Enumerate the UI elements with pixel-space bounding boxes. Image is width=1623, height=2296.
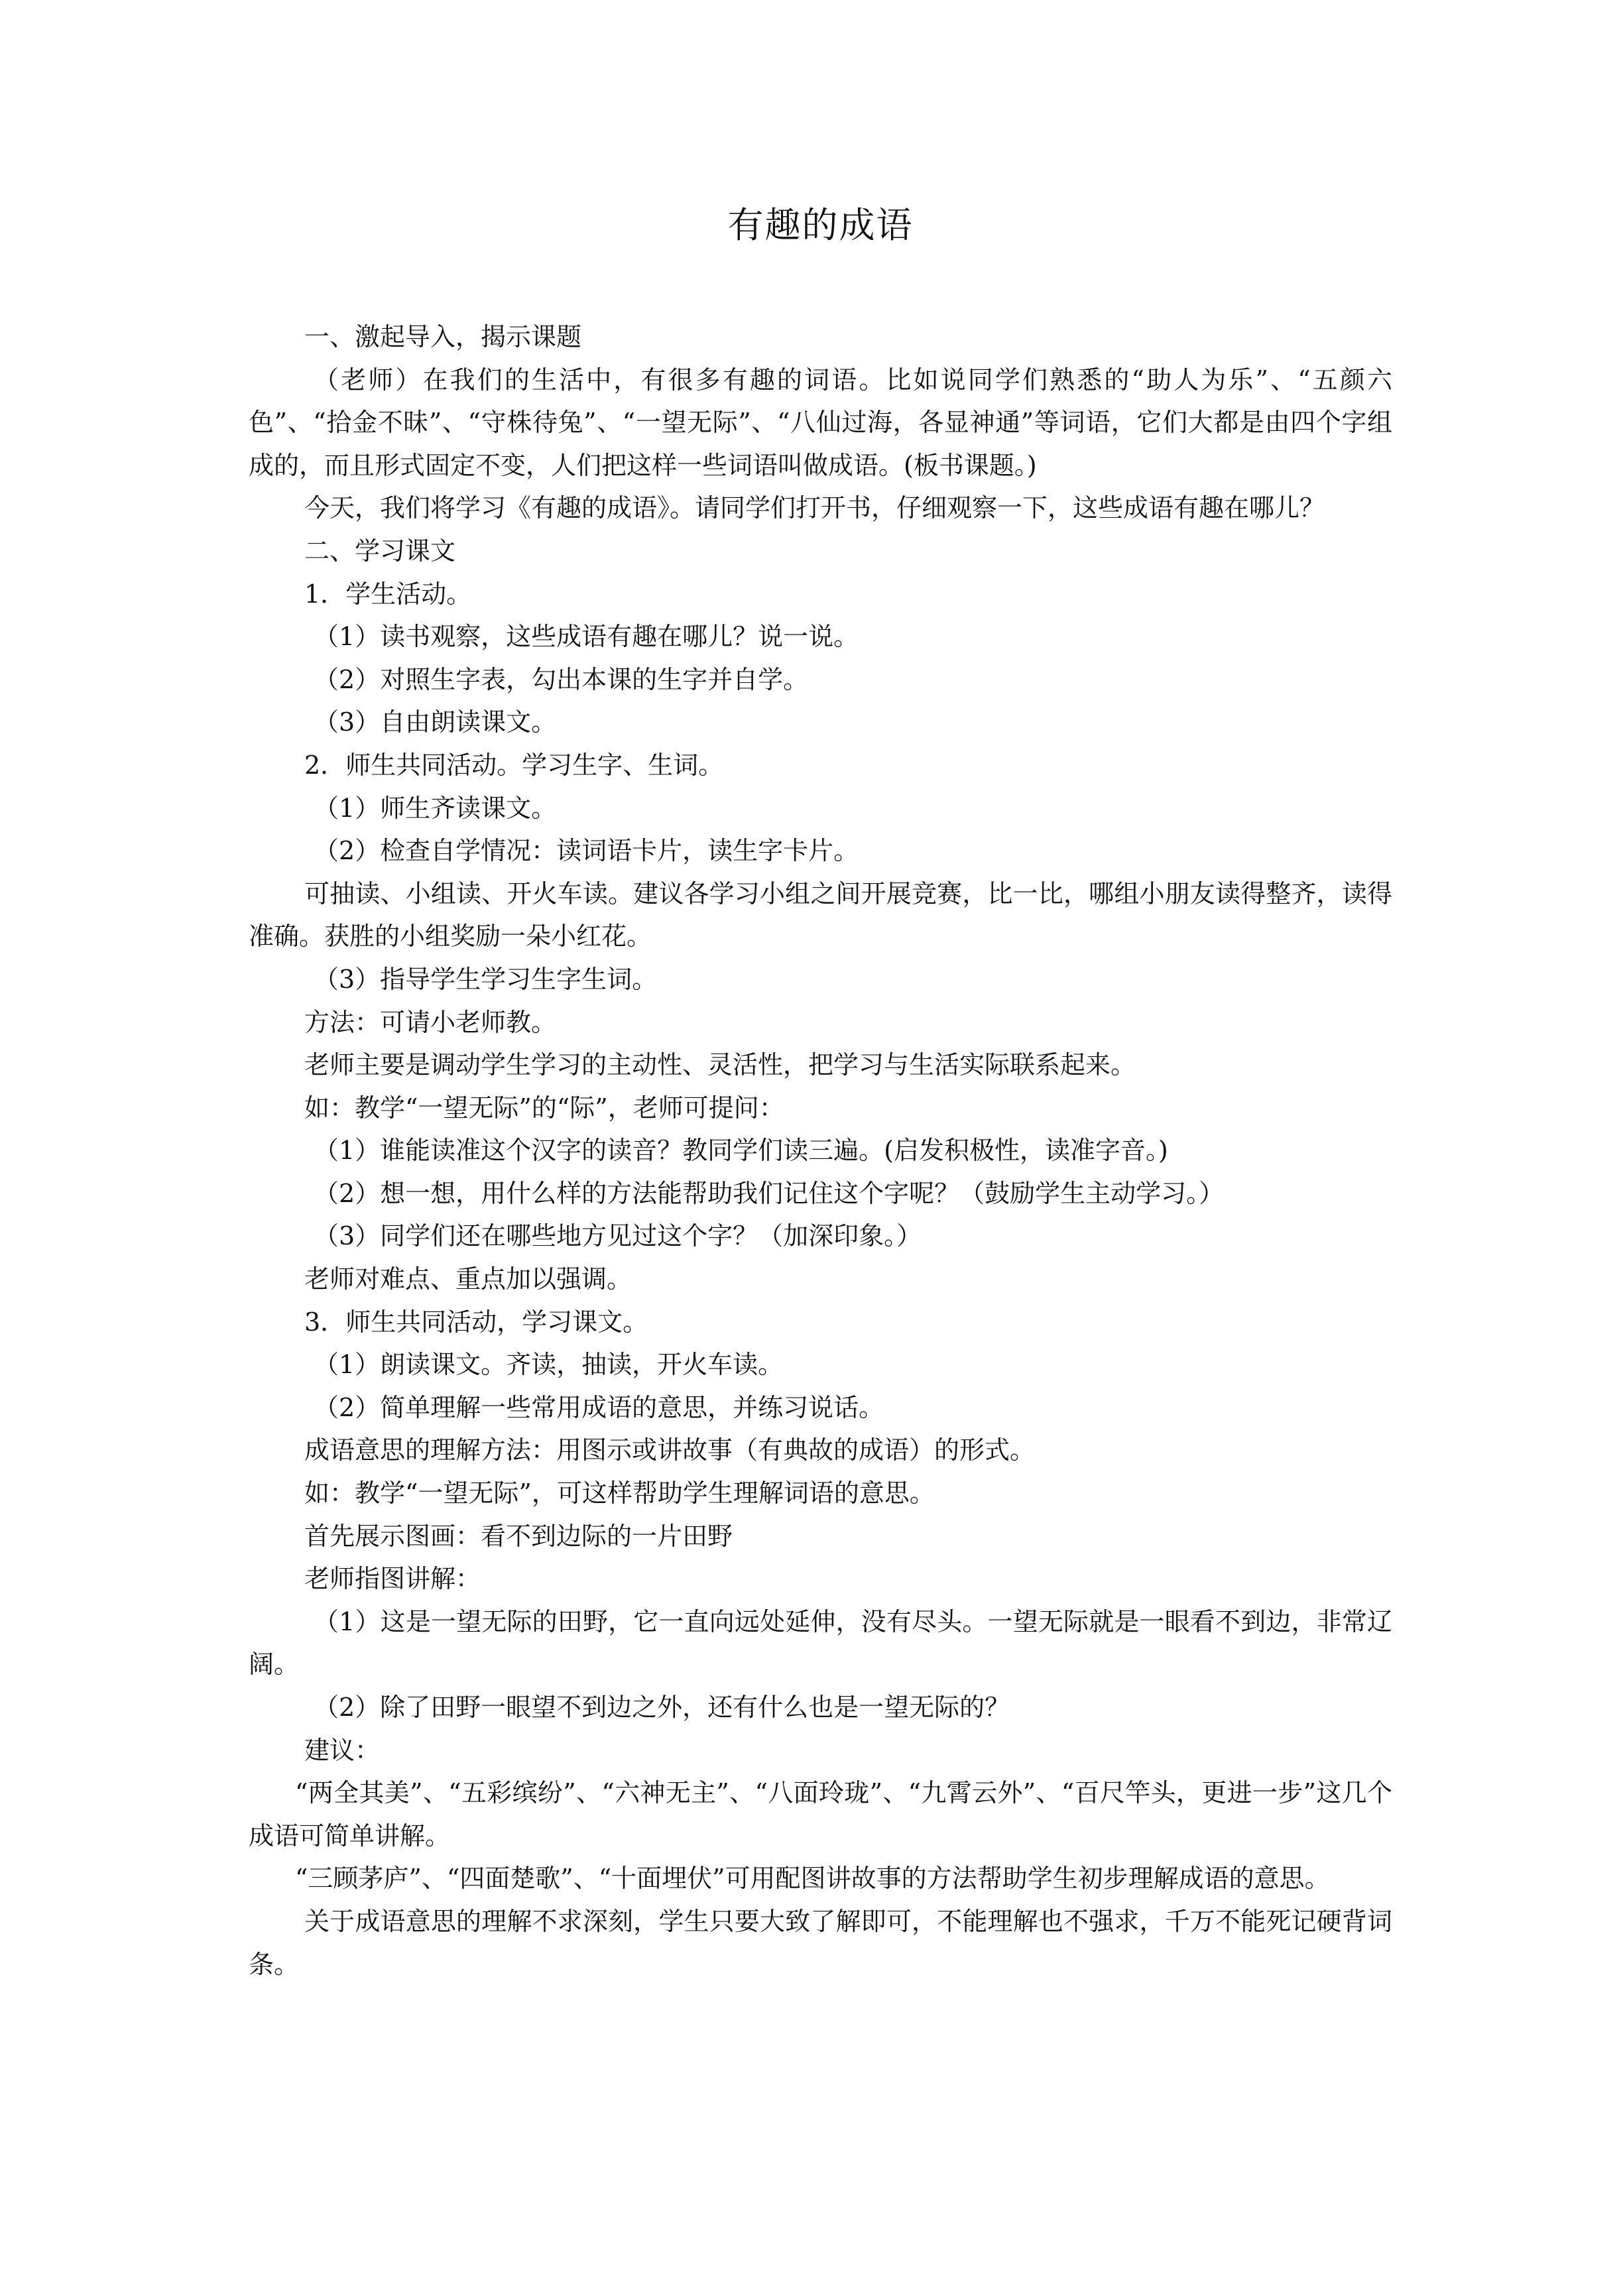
paragraph: （2）想一想，用什么样的方法能帮助我们记住这个字呢？（鼓励学生主动学习。） <box>314 1178 1225 1208</box>
document-body <box>249 316 1392 1986</box>
paragraph: “两全其美”、“五彩缤纷”、“六神无主”、“八面玲珑”、“九霄云外”、“百尺竿头，更进一步”这几个成语可简单讲解。 <box>249 1778 1392 1850</box>
paragraph: （1）朗读课文。齐读，抽读，开火车读。 <box>314 1350 784 1380</box>
paragraph: 1．学生活动。 <box>304 579 472 609</box>
paragraph: 老师指图讲解： <box>304 1564 481 1594</box>
paragraph: 二、学习课文 <box>304 536 456 566</box>
paragraph: （1）师生齐读课文。 <box>314 793 557 823</box>
paragraph: 方法：可请小老师教。 <box>304 1007 557 1037</box>
paragraph: （3）同学们还在哪些地方见过这个字？（加深印象。） <box>314 1221 922 1251</box>
page-title: 有趣的成语 <box>727 204 914 246</box>
paragraph: 今天，我们将学习《有趣的成语》。请同学们打开书，仔细观察一下，这些成语有趣在哪儿？ <box>304 493 1325 523</box>
paragraph: （1）谁能读准这个汉字的读音？教同学们读三遍。(启发积极性，读准字音。) <box>314 1136 1168 1166</box>
paragraph: 2．师生共同活动。学习生字、生词。 <box>304 750 724 780</box>
paragraph: （2）简单理解一些常用成语的意思，并练习说话。 <box>314 1392 884 1422</box>
paragraph: 老师主要是调动学生学习的主动性、灵活性，把学习与生活实际联系起来。 <box>304 1050 1136 1080</box>
paragraph: 建议： <box>304 1735 381 1765</box>
paragraph: 关于成语意思的理解不求深刻，学生只要大致了解即可，不能理解也不强求，千万不能死记硬背词条。 <box>249 1906 1392 1979</box>
paragraph: 一、激起导入，揭示课题 <box>304 322 582 351</box>
paragraph: 可抽读、小组读、开火车读。建议各学习小组之间开展竞赛，比一比，哪组小朋友读得整齐，读得准确。获胜的小组奖励一朵小红花。 <box>249 878 1392 951</box>
paragraph: 如：教学“一望无际”，可这样帮助学生理解词语的意思。 <box>304 1479 935 1508</box>
paragraph: 老师对难点、重点加以强调。 <box>304 1264 632 1294</box>
paragraph: （2）对照生字表，勾出本课的生字并自学。 <box>314 664 809 694</box>
paragraph: （1）这是一望无际的田野，它一直向远处延伸，没有尽头。一望无际就是一眼看不到边，非常辽阔。 <box>249 1606 1392 1679</box>
paragraph: （3）自由朗读课文。 <box>314 707 557 737</box>
paragraph: （1）读书观察，这些成语有趣在哪儿？说一说。 <box>314 622 859 652</box>
paragraph: （2）除了田野一眼望不到边之外，还有什么也是一望无际的？ <box>314 1693 1010 1722</box>
paragraph: 如：教学“一望无际”的“际”，老师可提问： <box>304 1093 784 1122</box>
document-page <box>249 199 1392 1986</box>
paragraph: （老师）在我们的生活中，有很多有趣的词语。比如说同学们熟悉的“助人为乐”、“五颜六色”、“拾金不昧”、“守株待兔”、“一望无际”、“八仙过海，各显神通”等词语，它们大都是由四个字组成的，而且形式固定不变，人们把这样一些词语叫做成语。(板书课题。) <box>249 365 1392 480</box>
paragraph: （3）指导学生学习生字生词。 <box>314 964 658 994</box>
paragraph: 3．师生共同活动，学习课文。 <box>304 1307 648 1337</box>
paragraph: 首先展示图画：看不到边际的一片田野 <box>304 1521 733 1551</box>
paragraph: “三顾茅庐”、“四面楚歌”、“十面埋伏”可用配图讲故事的方法帮助学生初步理解成语的意思。 <box>295 1864 1330 1894</box>
paragraph: 成语意思的理解方法：用图示或讲故事（有典故的成语）的形式。 <box>304 1435 1036 1465</box>
paragraph: （2）检查自学情况：读词语卡片，读生字卡片。 <box>314 836 859 866</box>
